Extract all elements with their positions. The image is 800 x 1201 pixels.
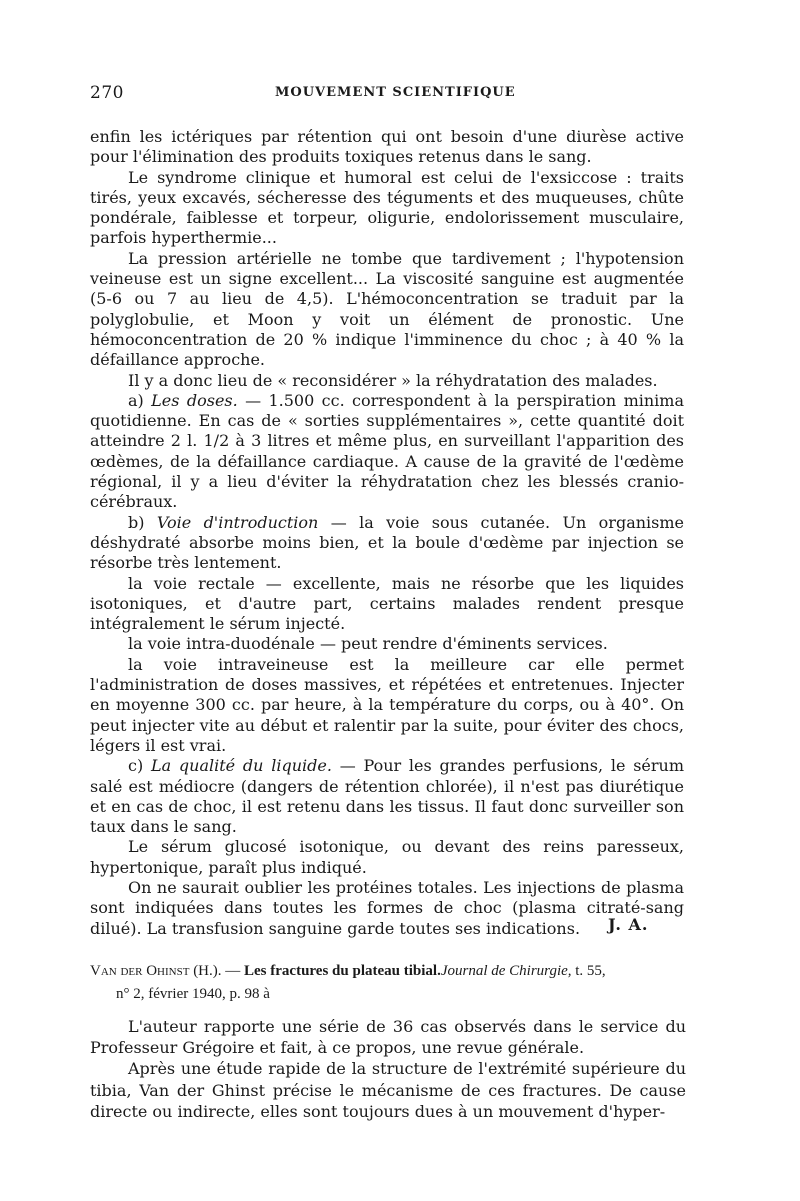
- paragraph-syndrome: Le syndrome clinique et humoral est celui de l'exsiccose : traits tirés, yeux excavés, sécheresse des téguments et des muqueuses, chûte pondérale, faiblesse et torpeur, oligurie, endolorissement musculaire, parfois hyperthermie...: [90, 167, 684, 248]
- reference-title: Les fractures du plateau tibial.: [244, 963, 441, 979]
- doses-label: a): [128, 390, 152, 410]
- voie-text: — la voie sous cutanée. Un organisme déshydraté absorbe moins bien, et la boule d'œdème par injection se résorbe très lentement.: [90, 512, 685, 573]
- running-head: [90, 83, 690, 105]
- paragraph-serum-glucose: Le sérum glucosé isotonique, ou devant des reins paresseux, hypertonique, paraît plus indiqué.: [90, 837, 684, 877]
- qualite-text: — Pour les grandes perfusions, le sérum salé est médiocre (dangers de rétention chlorée), il n'est pas diurétique et en cas de choc, il est retenu dans les tissus. Il faut donc surveiller son taux dans le sang.: [90, 756, 685, 837]
- paragraph-voie-duodenale: la voie intra-duodénale — peut rendre d'éminents services.: [128, 634, 608, 654]
- reference-details: t. 55,: [571, 963, 606, 979]
- paragraph-etude: Après une étude rapide de la structure de l'extrémité supérieure du tibia, Van der Ghinst précise le mécanisme de ces fractures. De cause directe ou indirecte, elles sont toujours dues à un mouvement d'hyper-: [90, 1059, 686, 1121]
- abstract-body: [90, 1016, 686, 1122]
- paragraph-proteines: On ne saurait oublier les protéines totales. Les injections de plasma sont indiquées dans toutes les formes de choc (plasma citraté-sang dilué). La transfusion sanguine garde toutes ses indications.: [90, 877, 684, 938]
- paragraph-reconsiderer: Il y a donc lieu de « reconsidérer » la réhydratation des malades.: [128, 370, 658, 390]
- paragraph-auteur: L'auteur rapporte une série de 36 cas observés dans le service du Professeur Grégoire et fait, à ce propos, une revue générale.: [90, 1017, 686, 1058]
- paragraph-voie-intraveineuse: la voie intraveineuse est la meilleure car elle permet l'administration de doses massives, et répétées et entretenues. Injecter en moyenne 300 cc. par heure, à la température du corps, ou à 40°. On peut injecter vite au début et ralentir par la suite, pour éviter des chocs, légers il est vrai.: [90, 654, 684, 755]
- paragraph-pression: La pression artérielle ne tombe que tardivement ; l'hypotension veineuse est un signe excellent... La viscosité sanguine est augmentée (5-6 ou 7 au lieu de 4,5). L'hémoconcentration se traduit par la polyglobulie, et Moon y voit un élément de pronostic. Une hémoconcentration de 20 % indique l'imminence du choc ; à 40 % la défaillance approche.: [90, 248, 684, 370]
- paragraph-icteriques: enfin les ictériques par rétention qui ont besoin d'une diurèse active pour l'élimination des produits toxiques retenus dans le sang.: [90, 127, 684, 167]
- reference-line-1: [90, 960, 690, 983]
- running-title: MOUVEMENT SCIENTIFIQUE: [275, 85, 516, 100]
- reference-author: Van der Ohinst (H.).: [90, 963, 222, 979]
- qualite-title: La qualité du liquide.: [150, 756, 332, 776]
- doses-text: — 1.500 cc. correspondent à la perspiration minima quotidienne. En cas de « sorties supplémentaires », cette quantité doit atteindre 2 l. 1/2 à 3 litres et même plus, en surveillant l'apparition des œdèmes, de la défaillance cardiaque. A cause de la gravité de l'œdème régional, il y a lieu d'éviter la réhydratation chez les blessés cranio-cérébraux.: [90, 390, 684, 512]
- reference-line-2: n° 2, février 1940, p. 98 à: [116, 986, 270, 1002]
- page-number: 270: [90, 83, 124, 103]
- qualite-label: c): [128, 756, 151, 776]
- voie-label: b): [128, 512, 157, 532]
- paragraph-voie: [90, 513, 684, 574]
- reference-journal: Journal de Chirurgie,: [440, 963, 572, 979]
- paragraph-voie-rectale: la voie rectale — excellente, mais ne résorbe que les liquides isotoniques, et d'autre part, certains malades rendent presque intégralement le sérum injecté.: [90, 573, 684, 634]
- voie-title: Voie d'introduction: [156, 512, 319, 532]
- signature: J. A.: [608, 915, 649, 934]
- bibliographic-reference: [90, 960, 690, 1006]
- paragraph-doses: [90, 391, 684, 513]
- reference-dash: —: [221, 963, 245, 979]
- paragraph-qualite: [90, 756, 684, 837]
- doses-title: Les doses.: [151, 390, 238, 410]
- article-body: [90, 127, 684, 939]
